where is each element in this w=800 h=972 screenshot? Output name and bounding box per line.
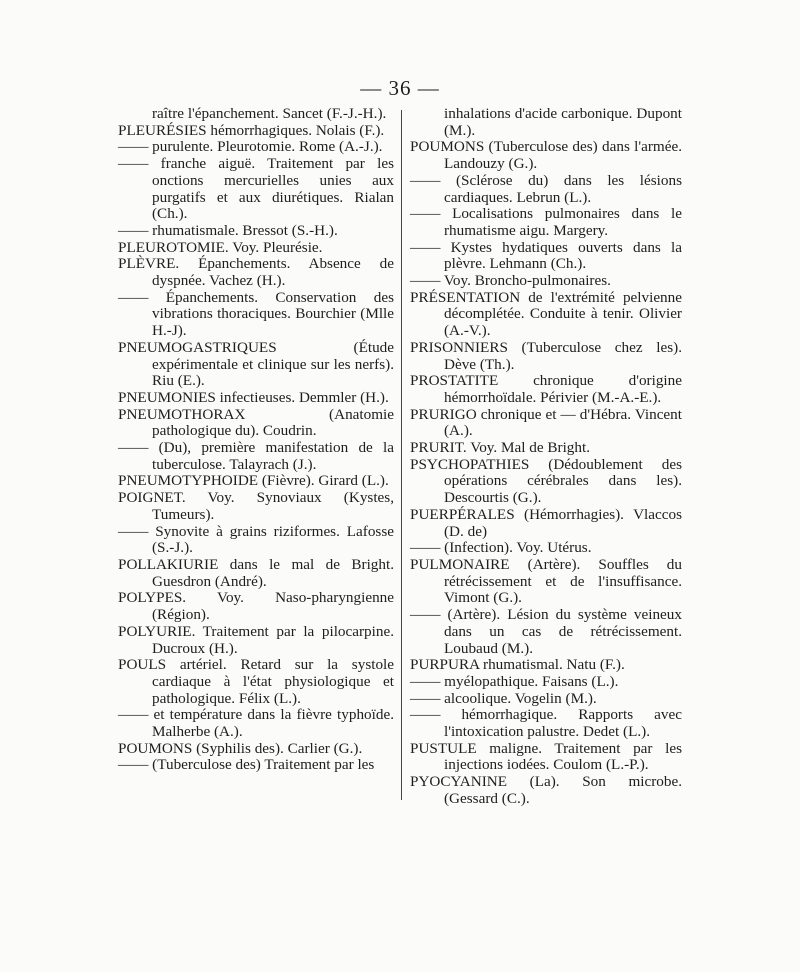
index-entry: PLÈVRE. Épanchements. Absence de dyspnée. Vachez (H.). [118, 255, 394, 290]
index-entry: —— myélopathique. Faisans (L.). [410, 672, 619, 690]
index-entry: —— (Infection). Voy. Utérus. [410, 539, 592, 557]
index-entry: PRÉSENTATION de l'extrémité pelvienne décomplétée. Conduite à tenir. Olivier (A.-V.). [410, 288, 682, 340]
index-entry: PROSTATITE chronique d'origine hémorrhoïdale. Périvier (M.-A.-E.). [410, 372, 682, 406]
index-entry: raître l'épanchement. Sancet (F.-J.-H.). [152, 105, 387, 122]
index-entry: PURPURA rhumatismal. Natu (F.). [410, 656, 625, 674]
index-entry: —— Localisations pulmonaires dans le rhumatisme aigu. Margery. [410, 205, 682, 239]
index-entry: PNEUMOTHORAX (Anatomie pathologique du). Coudrin. [118, 405, 394, 440]
index-entry: PLEURÉSIES hémorrhagiques. Nolais (F.). [118, 121, 385, 139]
index-entry: —— alcoolique. Vogelin (M.). [410, 689, 597, 707]
index-entry: POLYPES. Voy. Naso-pharyngienne (Région). [118, 589, 394, 624]
column-divider [401, 110, 402, 800]
index-entry: —— (Du), première manifestation de la tuberculose. Talayrach (J.). [118, 439, 394, 473]
index-entry: PYOCYANINE (La). Son microbe. (Gessard (C.). [410, 773, 682, 807]
index-entry: —— (Tuberculose des) Traitement par les [118, 756, 375, 774]
index-entry: PLEUROTOMIE. Voy. Pleurésie. [118, 238, 323, 256]
index-entry: PRURIGO chronique et — d'Hébra. Vincent (A.). [410, 405, 682, 440]
index-entry: —— rhumatismale. Bressot (S.-H.). [118, 221, 338, 239]
index-entry: PRISONNIERS (Tuberculose chez les). Dève (Th.). [410, 338, 682, 373]
index-entry: POLLAKIURIE dans le mal de Bright. Guesdron (André). [118, 555, 394, 590]
index-entry: PULMONAIRE (Artère). Souffles du rétrécissement et de l'insuffisance. Vimont (G.). [410, 555, 682, 607]
index-entry: —— Voy. Broncho-pulmonaires. [410, 272, 611, 290]
left-column [118, 106, 394, 774]
index-entry: POULS artériel. Retard sur la systole cardiaque à l'état physiologique et pathologique. Félix (L.). [118, 656, 394, 707]
index-entry: POLYURIE. Traitement par la pilocarpine. Ducroux (H.). [118, 622, 394, 657]
index-entry: PSYCHOPATHIES (Dédoublement des opérations cérébrales dans les). Descourtis (G.). [410, 455, 682, 507]
index-entry: —— Épanchements. Conservation des vibrations thoraciques. Bourchier (Mlle H.-J). [118, 288, 394, 340]
index-entry: —— et température dans la fièvre typhoïde. Malherbe (A.). [118, 706, 394, 741]
index-entry: —— Synovite à grains riziformes. Lafosse (S.-J.). [118, 522, 394, 557]
index-entry: inhalations d'acide carbonique. Dupont (M.). [444, 105, 682, 139]
index-entry: —— Kystes hydatiques ouverts dans la plèvre. Lehmann (Ch.). [410, 238, 682, 273]
page-number: — 36 — [360, 76, 440, 100]
index-entry: —— hémorrhagique. Rapports avec l'intoxication palustre. Dedet (L.). [410, 706, 682, 741]
index-entry: —— (Artère). Lésion du système veineux dans un cas de rétrécissement. Loubaud (M.). [410, 606, 682, 657]
index-entry: PUERPÉRALES (Hémorrhagies). Vlaccos (D. de) [410, 505, 682, 540]
index-entry: —— (Sclérose du) dans les lésions cardiaques. Lebrun (L.). [410, 171, 682, 206]
index-entry: POUMONS (Syphilis des). Carlier (G.). [118, 739, 363, 757]
index-entry: POUMONS (Tuberculose des) dans l'armée. Landouzy (G.). [410, 138, 682, 173]
index-entry: PNEUMOTYPHOIDE (Fièvre). Girard (L.). [118, 472, 389, 490]
index-entry: PUSTULE maligne. Traitement par les injections iodées. Coulom (L.-P.). [410, 739, 682, 774]
index-entry: PRURIT. Voy. Mal de Bright. [410, 439, 591, 457]
index-entry: PNEUMOGASTRIQUES (Étude expérimentale et clinique sur les nerfs). Riu (E.). [118, 338, 394, 390]
index-entry: PNEUMONIES infectieuses. Demmler (H.). [118, 388, 389, 406]
right-column [410, 106, 682, 808]
index-entry: —— purulente. Pleurotomie. Rome (A.-J.). [118, 138, 383, 156]
index-entry: —— franche aiguë. Traitement par les onctions mercurielles unies aux purgatifs et aux diurétiques. Rialan (Ch.). [118, 155, 394, 223]
index-entry: POIGNET. Voy. Synoviaux (Kystes, Tumeurs). [118, 489, 394, 523]
